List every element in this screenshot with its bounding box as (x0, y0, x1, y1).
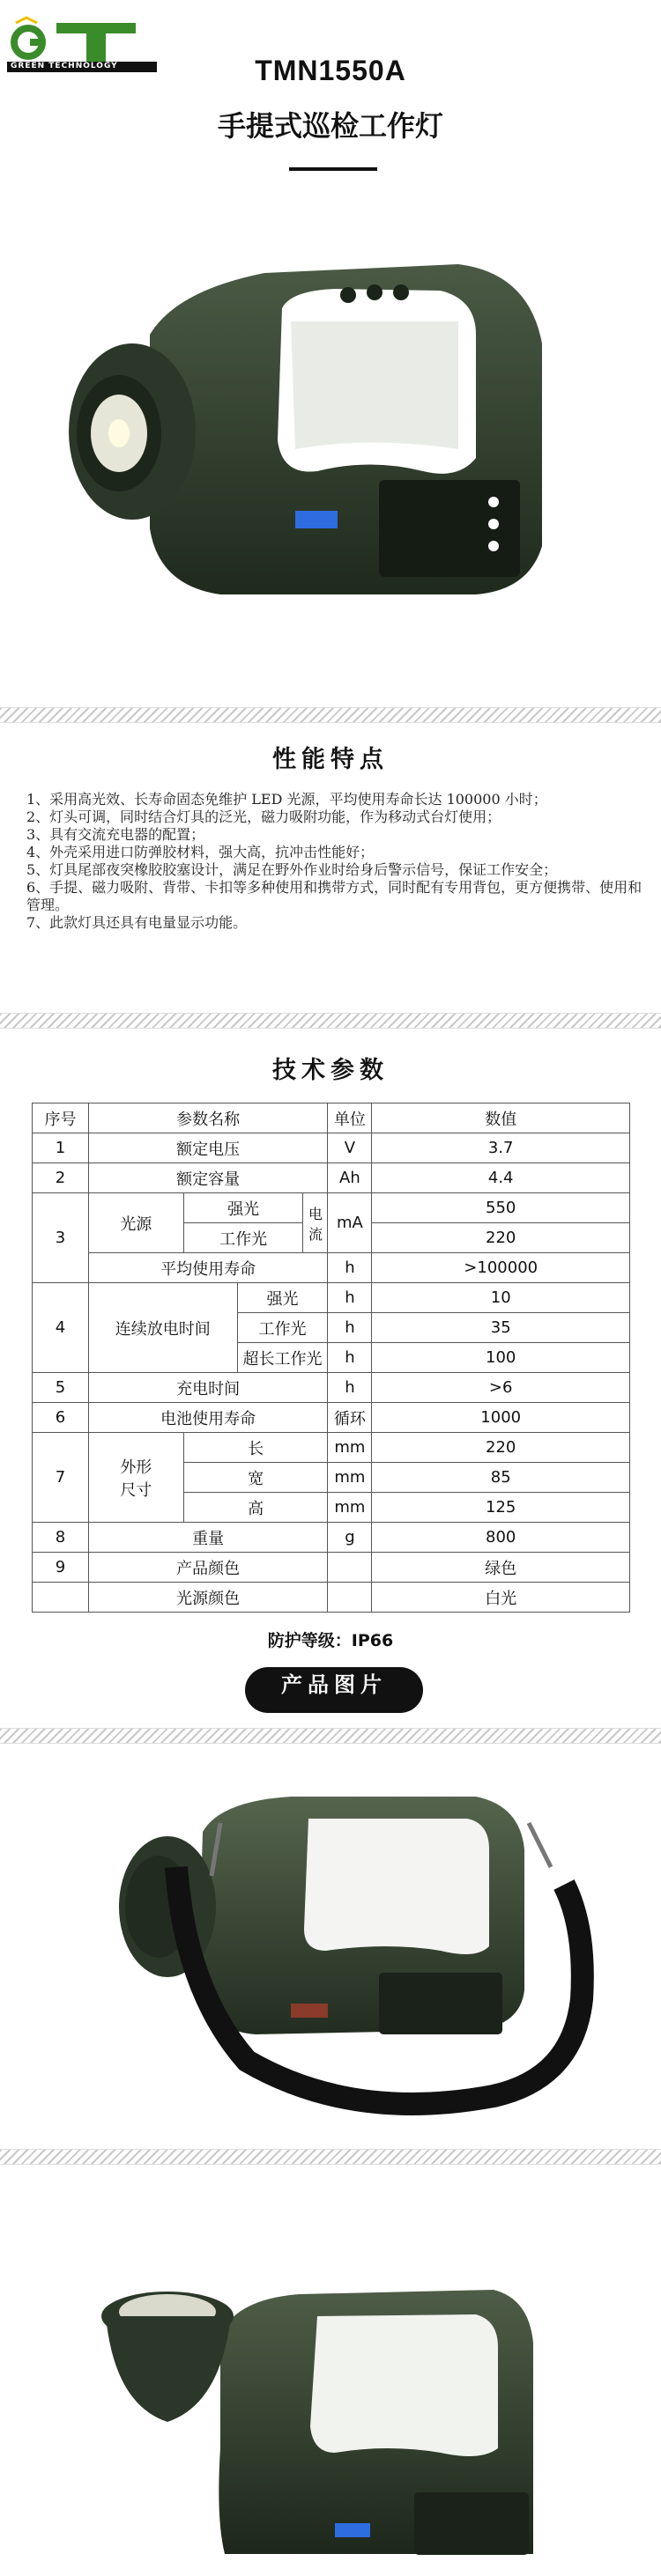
cell-value: 85 (372, 1463, 630, 1493)
cell-value: 220 (372, 1223, 630, 1253)
cell-name: 产品颜色 (88, 1553, 328, 1583)
table-row (33, 1193, 630, 1223)
cell-value: 800 (372, 1523, 630, 1553)
protection-rating: 防护等级：IP66 (267, 1631, 394, 1650)
cell-unit: 循环 (328, 1403, 372, 1433)
cell-name: 工作光 (237, 1313, 328, 1343)
cell-no: 5 (33, 1373, 89, 1403)
cell-name: 超长工作光 (237, 1343, 328, 1373)
table-row (33, 1523, 630, 1553)
cell-unit: h (328, 1313, 372, 1343)
product-photo-main (0, 238, 661, 652)
product-photo-head-up (0, 2184, 661, 2572)
features-list (26, 791, 643, 932)
cell-value: 白光 (372, 1583, 630, 1613)
feature-item: 3、具有交流充电器的配置； (26, 826, 205, 843)
cell-value: >100000 (372, 1253, 630, 1283)
section-divider (0, 2149, 661, 2165)
product-photo-strap (0, 1770, 661, 2140)
header-cell: 参数名称 (88, 1103, 328, 1133)
cell-value: 220 (372, 1433, 630, 1463)
feature-item: 2、灯头可调，同时结合灯具的泛光，磁力吸附功能，作为移动式台灯使用； (26, 808, 501, 825)
cell-no: 8 (33, 1523, 89, 1553)
table-row (33, 1403, 630, 1433)
table-row (33, 1163, 630, 1193)
cell-no: 1 (33, 1133, 89, 1163)
gallery-title: 产品图片 (245, 1667, 423, 1713)
cell-name: 额定容量 (88, 1163, 328, 1193)
cell-name: 高 (183, 1493, 328, 1523)
cell-value: 550 (372, 1193, 630, 1223)
cell-no: 6 (33, 1403, 89, 1433)
cell-group: 连续放电时间 (88, 1283, 237, 1373)
feature-item: 1、采用高光效、长寿命固态免维护 LED 光源，平均使用寿命长达 100000 小时； (26, 791, 547, 808)
feature-item: 5、灯具尾部夜突橡胶胶塞设计，满足在野外作业时给身后警示信号，保证工作安全； (26, 861, 558, 878)
header-cell: 序号 (33, 1103, 89, 1133)
cell-unit: Ah (328, 1163, 372, 1193)
logo-tagline: GREEN TECHNOLOGY (11, 62, 118, 70)
section-divider (0, 1013, 661, 1029)
table-header-row (33, 1103, 630, 1133)
title-underline (289, 167, 377, 171)
cell-unit: mA (328, 1193, 372, 1253)
table-row (33, 1433, 630, 1463)
cell-value: 35 (372, 1313, 630, 1343)
features-title: 性能特点 (272, 746, 389, 773)
table-row (33, 1373, 630, 1403)
spec-table (32, 1103, 630, 1613)
cell-name: 强光 (183, 1193, 303, 1223)
cell-unit: h (328, 1283, 372, 1313)
cell-unit: g (328, 1523, 372, 1553)
cell-no: 7 (33, 1433, 89, 1523)
product-name: 手提式巡检工作灯 (217, 109, 443, 143)
feature-item: 6、手提、磁力吸附、背带、卡扣等多种使用和携带方式，同时配有专用背包，更方便携带、使用和管理。 (26, 879, 642, 913)
cell-value: 125 (372, 1493, 630, 1523)
cell-value: >6 (372, 1373, 630, 1403)
cell-name: 电池使用寿命 (88, 1403, 328, 1433)
header-cell: 单位 (328, 1103, 372, 1133)
cell-unit: V (328, 1133, 372, 1163)
section-divider (0, 707, 661, 723)
cell-value: 绿色 (372, 1553, 630, 1583)
cell-name: 光源颜色 (88, 1583, 328, 1613)
table-row (33, 1253, 630, 1283)
cell-unit (328, 1553, 372, 1583)
cell-no (33, 1583, 89, 1613)
cell-no: 3 (33, 1193, 89, 1283)
cell-value: 3.7 (372, 1133, 630, 1163)
cell-unit: h (328, 1343, 372, 1373)
cell-no: 9 (33, 1553, 89, 1583)
cell-unit: h (328, 1373, 372, 1403)
cell-name: 长 (183, 1433, 328, 1463)
cell-value: 100 (372, 1343, 630, 1373)
product-model: TMN1550A (255, 55, 406, 86)
specs-title: 技术参数 (272, 1057, 389, 1084)
section-divider (0, 1728, 661, 1744)
cell-name: 充电时间 (88, 1373, 328, 1403)
cell-name: 重量 (88, 1523, 328, 1553)
cell-unit: mm (328, 1433, 372, 1463)
table-row (33, 1583, 630, 1613)
cell-name: 宽 (183, 1463, 328, 1493)
cell-sub: 电流 (303, 1193, 328, 1253)
table-row (33, 1133, 630, 1163)
feature-item: 4、外壳采用进口防弹胶材料，强大高，抗冲击性能好； (26, 844, 375, 860)
cell-no: 2 (33, 1163, 89, 1193)
table-row (33, 1283, 630, 1313)
cell-value: 4.4 (372, 1163, 630, 1193)
cell-name: 平均使用寿命 (88, 1253, 328, 1283)
cell-name: 额定电压 (88, 1133, 328, 1163)
cell-unit: h (328, 1253, 372, 1283)
cell-unit: mm (328, 1493, 372, 1523)
cell-name: 强光 (237, 1283, 328, 1313)
cell-unit (328, 1583, 372, 1613)
cell-value: 1000 (372, 1403, 630, 1433)
cell-group: 光源 (88, 1193, 183, 1253)
header-cell: 数值 (372, 1103, 630, 1133)
cell-unit: mm (328, 1463, 372, 1493)
cell-name: 工作光 (183, 1223, 303, 1253)
feature-item: 7、此款灯具还具有电量显示功能。 (26, 914, 248, 931)
cell-group: 外形 尺寸 (88, 1433, 183, 1523)
cell-no: 4 (33, 1283, 89, 1373)
table-row (33, 1553, 630, 1583)
cell-value: 10 (372, 1283, 630, 1313)
